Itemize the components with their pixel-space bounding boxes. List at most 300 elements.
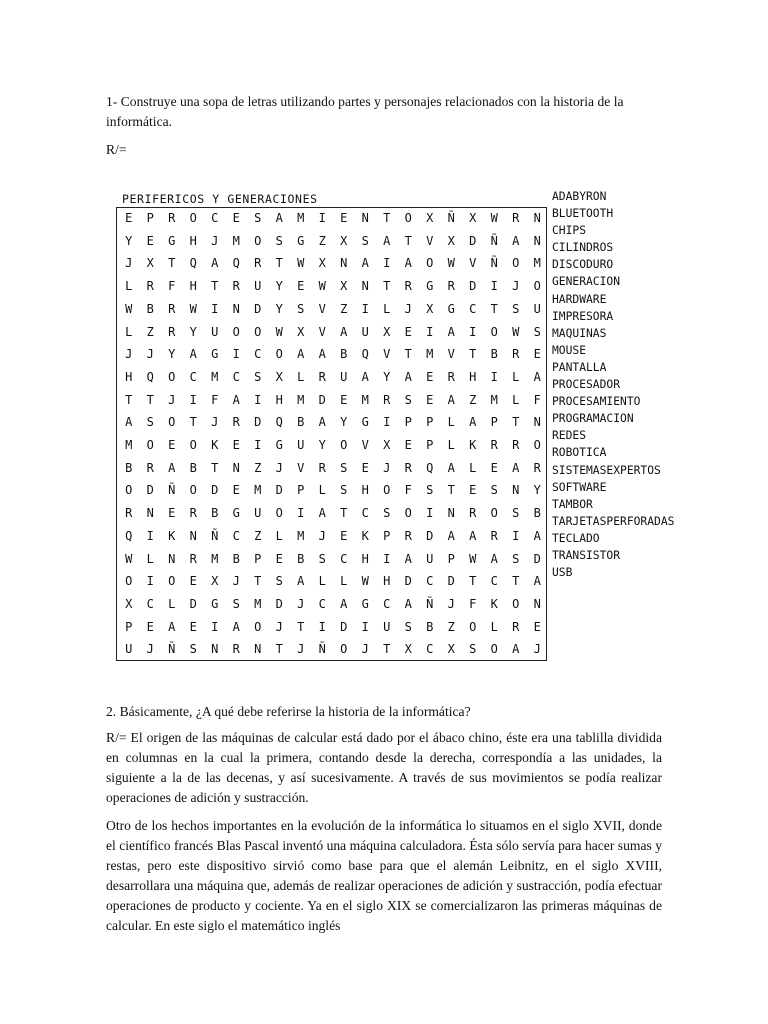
grid-cell: W <box>125 301 133 316</box>
grid-cell: O <box>512 256 520 271</box>
grid-cell: B <box>297 415 305 430</box>
grid-cell: T <box>211 279 219 294</box>
grid-cell: Q <box>146 369 154 384</box>
grid-cell: I <box>383 551 391 566</box>
grid-cell: X <box>340 279 348 294</box>
grid-cell: C <box>254 347 262 362</box>
grid-cell: M <box>490 392 498 407</box>
grid-cell: S <box>340 460 348 475</box>
grid-cell: I <box>361 619 369 634</box>
grid-row <box>116 434 547 457</box>
grid-cell: I <box>383 415 391 430</box>
grid-cell: A <box>318 347 326 362</box>
grid-row <box>116 616 547 639</box>
grid-cell: Ñ <box>318 642 326 657</box>
grid-cell: L <box>512 369 520 384</box>
grid-cell: C <box>490 574 498 589</box>
grid-cell: S <box>361 233 369 248</box>
grid-cell: A <box>512 460 520 475</box>
grid-cell: T <box>189 415 197 430</box>
word-list-item: SISTEMASEXPERTOS <box>552 463 661 477</box>
word-list-item: HARDWARE <box>552 292 607 306</box>
grid-cell: J <box>211 415 219 430</box>
grid-cell: O <box>469 619 477 634</box>
grid-cell: Ñ <box>447 211 455 225</box>
grid-cell: O <box>125 483 133 498</box>
grid-cell: E <box>146 233 154 248</box>
word-list-item: PANTALLA <box>552 360 607 374</box>
grid-cell: N <box>512 483 520 498</box>
grid-row <box>116 548 547 571</box>
grid-cell: E <box>232 211 240 225</box>
grid-cell: I <box>211 619 219 634</box>
grid-cell: U <box>125 642 133 657</box>
grid-cell: M <box>533 256 541 271</box>
grid-cell: W <box>275 324 283 339</box>
grid-cell: E <box>146 619 154 634</box>
grid-cell: J <box>275 619 283 634</box>
grid-cell: F <box>533 392 541 407</box>
grid-cell: L <box>125 324 133 339</box>
grid-row <box>116 366 547 389</box>
grid-row <box>116 389 547 412</box>
grid-cell: C <box>318 596 326 611</box>
grid-cell: A <box>297 347 305 362</box>
grid-cell: I <box>189 392 197 407</box>
grid-cell: U <box>361 324 369 339</box>
grid-cell: E <box>189 619 197 634</box>
grid-cell: E <box>340 211 348 225</box>
grid-cell: N <box>533 233 541 248</box>
grid-cell: T <box>469 347 477 362</box>
grid-cell: G <box>361 596 369 611</box>
grid-cell: V <box>361 438 369 452</box>
word-list-item: REDES <box>552 429 587 443</box>
grid-cell: O <box>232 324 240 339</box>
grid-cell: T <box>125 392 133 407</box>
grid-cell: D <box>533 551 541 566</box>
grid-cell: H <box>189 233 197 248</box>
grid-cell: J <box>404 301 412 316</box>
grid-cell: L <box>125 279 133 294</box>
grid-cell: E <box>340 392 348 407</box>
grid-cell: T <box>383 642 391 657</box>
grid-cell: D <box>469 279 477 294</box>
grid-cell: L <box>447 438 455 452</box>
grid-cell: A <box>447 460 455 475</box>
grid-cell: D <box>254 415 262 430</box>
grid-cell: S <box>340 483 348 498</box>
question-1: 1- Construye una sopa de letras utilizando partes y personajes relacionados con la historia de la informática. <box>106 94 624 129</box>
grid-cell: L <box>318 574 326 589</box>
grid-cell: O <box>383 483 391 498</box>
grid-cell: I <box>426 506 434 521</box>
grid-cell: Y <box>383 369 391 384</box>
grid-cell: S <box>189 642 197 657</box>
grid-cell: B <box>533 506 541 521</box>
grid-cell: F <box>211 392 219 407</box>
grid-cell: L <box>275 528 283 543</box>
grid-cell: S <box>318 551 326 566</box>
grid-row <box>116 298 547 321</box>
grid-cell: K <box>469 438 477 452</box>
grid-cell: L <box>340 574 348 589</box>
grid-cell: A <box>447 392 455 407</box>
grid-cell: E <box>426 392 434 407</box>
word-list-item: CHIPS <box>552 224 587 238</box>
grid-cell: G <box>297 233 305 248</box>
grid-cell: D <box>211 483 219 498</box>
grid-cell: A <box>404 596 412 611</box>
grid-cell: Ñ <box>426 596 434 611</box>
grid-cell: S <box>254 369 262 384</box>
grid-cell: T <box>383 279 391 294</box>
grid-cell: Z <box>146 324 154 339</box>
grid-cell: N <box>232 460 240 475</box>
grid-cell: W <box>318 279 326 294</box>
grid-cell: O <box>146 438 154 452</box>
grid-cell: I <box>469 324 477 339</box>
grid-cell: Y <box>318 438 326 452</box>
word-list-item: MOUSE <box>552 343 587 357</box>
grid-cell: D <box>275 483 283 498</box>
grid-cell: E <box>533 619 541 634</box>
grid-cell: O <box>275 347 283 362</box>
grid-cell: X <box>125 596 133 611</box>
grid-cell: J <box>232 574 240 589</box>
grid-cell: B <box>490 347 498 362</box>
grid-cell: R <box>447 369 455 384</box>
grid-cell: M <box>254 596 262 611</box>
grid-cell: M <box>232 233 240 248</box>
grid-cell: A <box>447 324 455 339</box>
grid-cell: J <box>146 642 154 657</box>
grid-cell: O <box>254 233 262 248</box>
answer-2-paragraph-1: R/= El origen de las máquinas de calcular está dado por el ábaco chino, éste era una tablilla dividida en columnas en la cual la primera, contando desde la derecha, correspondía a las unidades, la siguiente a la de las decenas, y así sucesivamente. A través de sus movimientos se podía realizar operaciones de adición y sustracción. <box>106 730 662 805</box>
grid-cell: X <box>426 301 434 316</box>
grid-cell: R <box>512 619 520 634</box>
grid-cell: N <box>211 642 219 657</box>
grid-cell: A <box>189 347 197 362</box>
grid-cell: R <box>533 460 541 475</box>
grid-cell: G <box>361 415 369 430</box>
grid-cell: A <box>275 211 283 225</box>
grid-cell: O <box>490 324 498 339</box>
grid-cell: X <box>447 642 455 657</box>
grid-cell: F <box>469 596 477 611</box>
grid-cell: E <box>361 460 369 475</box>
grid-cell: J <box>275 460 283 475</box>
word-list-item: IMPRESORA <box>552 309 614 323</box>
grid-cell: M <box>297 211 305 225</box>
word-list <box>552 188 674 581</box>
grid-cell: Z <box>469 392 477 407</box>
grid-cell: B <box>125 460 133 475</box>
grid-cell: G <box>426 279 434 294</box>
grid-cell: Z <box>254 528 262 543</box>
grid-cell: E <box>340 528 348 543</box>
grid-cell: I <box>254 392 262 407</box>
grid-cell: W <box>189 301 197 316</box>
answer-1-label: R/= <box>106 142 127 157</box>
grid-cell: G <box>275 438 283 452</box>
grid-cell: I <box>146 528 154 543</box>
grid-cell: M <box>254 483 262 498</box>
grid-cell: I <box>490 369 498 384</box>
grid-cell: I <box>512 528 520 543</box>
grid-cell: F <box>404 483 412 498</box>
grid-cell: I <box>383 256 391 271</box>
grid-cell: Y <box>275 279 283 294</box>
grid-cell: D <box>340 619 348 634</box>
grid-cell: E <box>490 460 498 475</box>
grid-cell: X <box>383 324 391 339</box>
grid-cell: Q <box>189 256 197 271</box>
grid-cell: T <box>469 574 477 589</box>
word-list-item: PROCESADOR <box>552 378 621 392</box>
word-list-item: PROCESAMIENTO <box>552 395 641 409</box>
grid-cell: O <box>168 415 176 430</box>
answer-2-paragraph-2: Otro de los hechos importantes en la evolución de la informática lo situamos en el siglo XVII, donde el científico francés Blas Pascal inventó una máquina calculadora. Ésta sólo servía para hacer sumas y restas, pero este dispositivo sirvió como base para que el alemán Leibnitz, en el siglo XVIII, desarrollara una máquina que, además de realizar operaciones de adición y sustracción, podía efectuar operaciones de producto y cociente. Ya en el siglo XIX se comercializaron las primeras máquinas de calcular. En este siglo el matemático inglés <box>106 818 662 933</box>
grid-cell: E <box>404 438 412 452</box>
grid-cell: L <box>383 301 391 316</box>
grid-cell: U <box>254 506 262 521</box>
grid-row <box>116 252 547 275</box>
grid-cell: O <box>340 438 348 452</box>
grid-cell: A <box>512 642 520 657</box>
grid-cell: H <box>275 392 283 407</box>
grid-cell: Z <box>318 233 326 248</box>
grid-cell: Ñ <box>168 642 176 657</box>
grid-cell: T <box>404 233 412 248</box>
grid-cell: S <box>275 574 283 589</box>
grid-row <box>116 321 547 344</box>
grid-cell: Q <box>275 415 283 430</box>
grid-cell: R <box>232 642 240 657</box>
grid-cell: A <box>512 233 520 248</box>
grid-cell: S <box>469 642 477 657</box>
grid-cell: O <box>490 506 498 521</box>
grid-cell: Y <box>168 347 176 362</box>
grid-cell: I <box>297 506 305 521</box>
grid-cell: V <box>318 301 326 316</box>
grid-cell: N <box>533 596 541 611</box>
grid-cell: T <box>404 347 412 362</box>
grid-cell: B <box>297 551 305 566</box>
grid-cell: R <box>318 369 326 384</box>
grid-row <box>116 457 547 480</box>
word-list-item: TECLADO <box>552 531 600 545</box>
grid-cell: X <box>404 642 412 657</box>
grid-cell: Z <box>447 619 455 634</box>
grid-cell: L <box>297 369 305 384</box>
grid-cell: P <box>447 551 455 566</box>
grid-cell: R <box>490 528 498 543</box>
grid-cell: X <box>340 233 348 248</box>
grid-cell: M <box>426 347 434 362</box>
grid-cell: A <box>404 256 412 271</box>
word-list-item: ROBOTICA <box>552 446 607 460</box>
grid-cell: S <box>512 506 520 521</box>
grid-cell: J <box>297 596 305 611</box>
grid-cell: U <box>254 279 262 294</box>
grid-cell: B <box>189 460 197 475</box>
grid-cell: O <box>533 279 541 294</box>
grid-cell: A <box>533 574 541 589</box>
grid-cell: E <box>232 483 240 498</box>
grid-cell: I <box>232 347 240 362</box>
grid-cell: S <box>297 301 305 316</box>
grid-cell: Z <box>340 301 348 316</box>
grid-cell: P <box>297 483 305 498</box>
grid-cell: E <box>426 369 434 384</box>
grid-cell: J <box>361 642 369 657</box>
grid-cell: L <box>490 619 498 634</box>
grid-cell: N <box>533 211 541 225</box>
grid-row <box>116 343 547 366</box>
grid-cell: T <box>512 574 520 589</box>
grid-cell: D <box>254 301 262 316</box>
grid-cell: G <box>232 506 240 521</box>
grid-cell: W <box>490 211 498 225</box>
word-list-item: MAQUINAS <box>552 326 607 340</box>
word-list-item: BLUETOOTH <box>552 207 614 221</box>
grid-cell: T <box>490 301 498 316</box>
grid-cell: J <box>168 392 176 407</box>
grid-cell: O <box>189 438 197 452</box>
grid-cell: G <box>211 347 219 362</box>
grid-cell: V <box>426 233 434 248</box>
grid-cell: A <box>318 415 326 430</box>
grid-cell: S <box>533 324 541 339</box>
grid-cell: A <box>447 528 455 543</box>
grid-cell: I <box>361 301 369 316</box>
grid-cell: P <box>383 528 391 543</box>
grid-cell: H <box>125 369 133 384</box>
grid-cell: M <box>297 528 305 543</box>
grid-cell: O <box>125 574 133 589</box>
grid-cell: Y <box>533 483 541 498</box>
grid-cell: E <box>168 438 176 452</box>
grid-cell: A <box>533 369 541 384</box>
grid-cell: D <box>275 596 283 611</box>
grid-cell: A <box>168 619 176 634</box>
grid-cell: R <box>404 460 412 475</box>
grid-cell: Ñ <box>211 528 219 543</box>
grid-cell: A <box>404 369 412 384</box>
grid-cell: P <box>404 415 412 430</box>
grid-cell: Ñ <box>490 233 498 248</box>
grid-cell: E <box>232 438 240 452</box>
grid-cell: N <box>361 279 369 294</box>
grid-row <box>116 502 547 525</box>
grid-cell: L <box>168 596 176 611</box>
grid-cell: O <box>254 324 262 339</box>
grid-cell: D <box>469 233 477 248</box>
grid-cell: R <box>168 301 176 316</box>
grid-cell: G <box>168 233 176 248</box>
word-list-item: TAMBOR <box>552 497 593 511</box>
word-list-item: ADABYRON <box>552 190 607 203</box>
grid-cell: R <box>512 347 520 362</box>
grid-cell: M <box>211 551 219 566</box>
grid-cell: V <box>447 347 455 362</box>
grid-cell: N <box>146 506 154 521</box>
grid-cell: J <box>125 347 133 362</box>
grid-cell: C <box>232 528 240 543</box>
grid-cell: S <box>254 211 262 225</box>
grid-cell: S <box>275 233 283 248</box>
grid-cell: Q <box>232 256 240 271</box>
grid-cell: R <box>318 460 326 475</box>
grid-cell: J <box>383 460 391 475</box>
word-list-item: USB <box>552 566 573 580</box>
grid-cell: A <box>340 324 348 339</box>
grid-cell: M <box>361 392 369 407</box>
grid-cell: K <box>361 528 369 543</box>
grid-cell: D <box>318 392 326 407</box>
grid-cell: S <box>232 596 240 611</box>
grid-row <box>116 275 547 298</box>
grid-cell: I <box>426 324 434 339</box>
grid-cell: J <box>297 642 305 657</box>
grid-cell: C <box>189 369 197 384</box>
grid-cell: T <box>297 619 305 634</box>
grid-row <box>116 479 547 502</box>
grid-cell: A <box>297 574 305 589</box>
grid-cell: E <box>297 279 305 294</box>
grid-cell: A <box>490 551 498 566</box>
grid-row <box>116 570 547 593</box>
grid-cell: T <box>447 483 455 498</box>
word-list-item: CILINDROS <box>552 241 614 255</box>
grid-cell: R <box>512 211 520 225</box>
grid-cell: N <box>533 415 541 430</box>
grid-cell: R <box>404 528 412 543</box>
word-list-item: DISCODURO <box>552 258 614 272</box>
grid-cell: Z <box>254 460 262 475</box>
grid-row <box>116 207 547 230</box>
grid-cell: C <box>340 551 348 566</box>
grid-cell: B <box>232 551 240 566</box>
grid-cell: O <box>189 483 197 498</box>
grid-cell: X <box>426 211 434 225</box>
grid-cell: R <box>232 279 240 294</box>
grid-cell: N <box>361 211 369 225</box>
grid-cell: E <box>125 211 133 225</box>
grid-cell: D <box>146 483 154 498</box>
grid-cell: A <box>361 256 369 271</box>
grid-cell: O <box>340 642 348 657</box>
grid-cell: O <box>426 256 434 271</box>
grid-cell: X <box>297 324 305 339</box>
grid-cell: R <box>125 506 133 521</box>
grid-cell: C <box>361 506 369 521</box>
grid-cell: I <box>254 438 262 452</box>
grid-cell: P <box>254 551 262 566</box>
grid-cell: P <box>125 619 133 634</box>
grid-cell: A <box>232 619 240 634</box>
grid-cell: X <box>447 233 455 248</box>
grid-cell: J <box>125 256 133 271</box>
grid-cell: L <box>512 392 520 407</box>
grid-cell: R <box>404 279 412 294</box>
grid-cell: J <box>512 279 520 294</box>
grid-cell: I <box>318 211 326 225</box>
grid-cell: E <box>168 506 176 521</box>
grid-cell: X <box>383 438 391 452</box>
grid-cell: O <box>254 619 262 634</box>
